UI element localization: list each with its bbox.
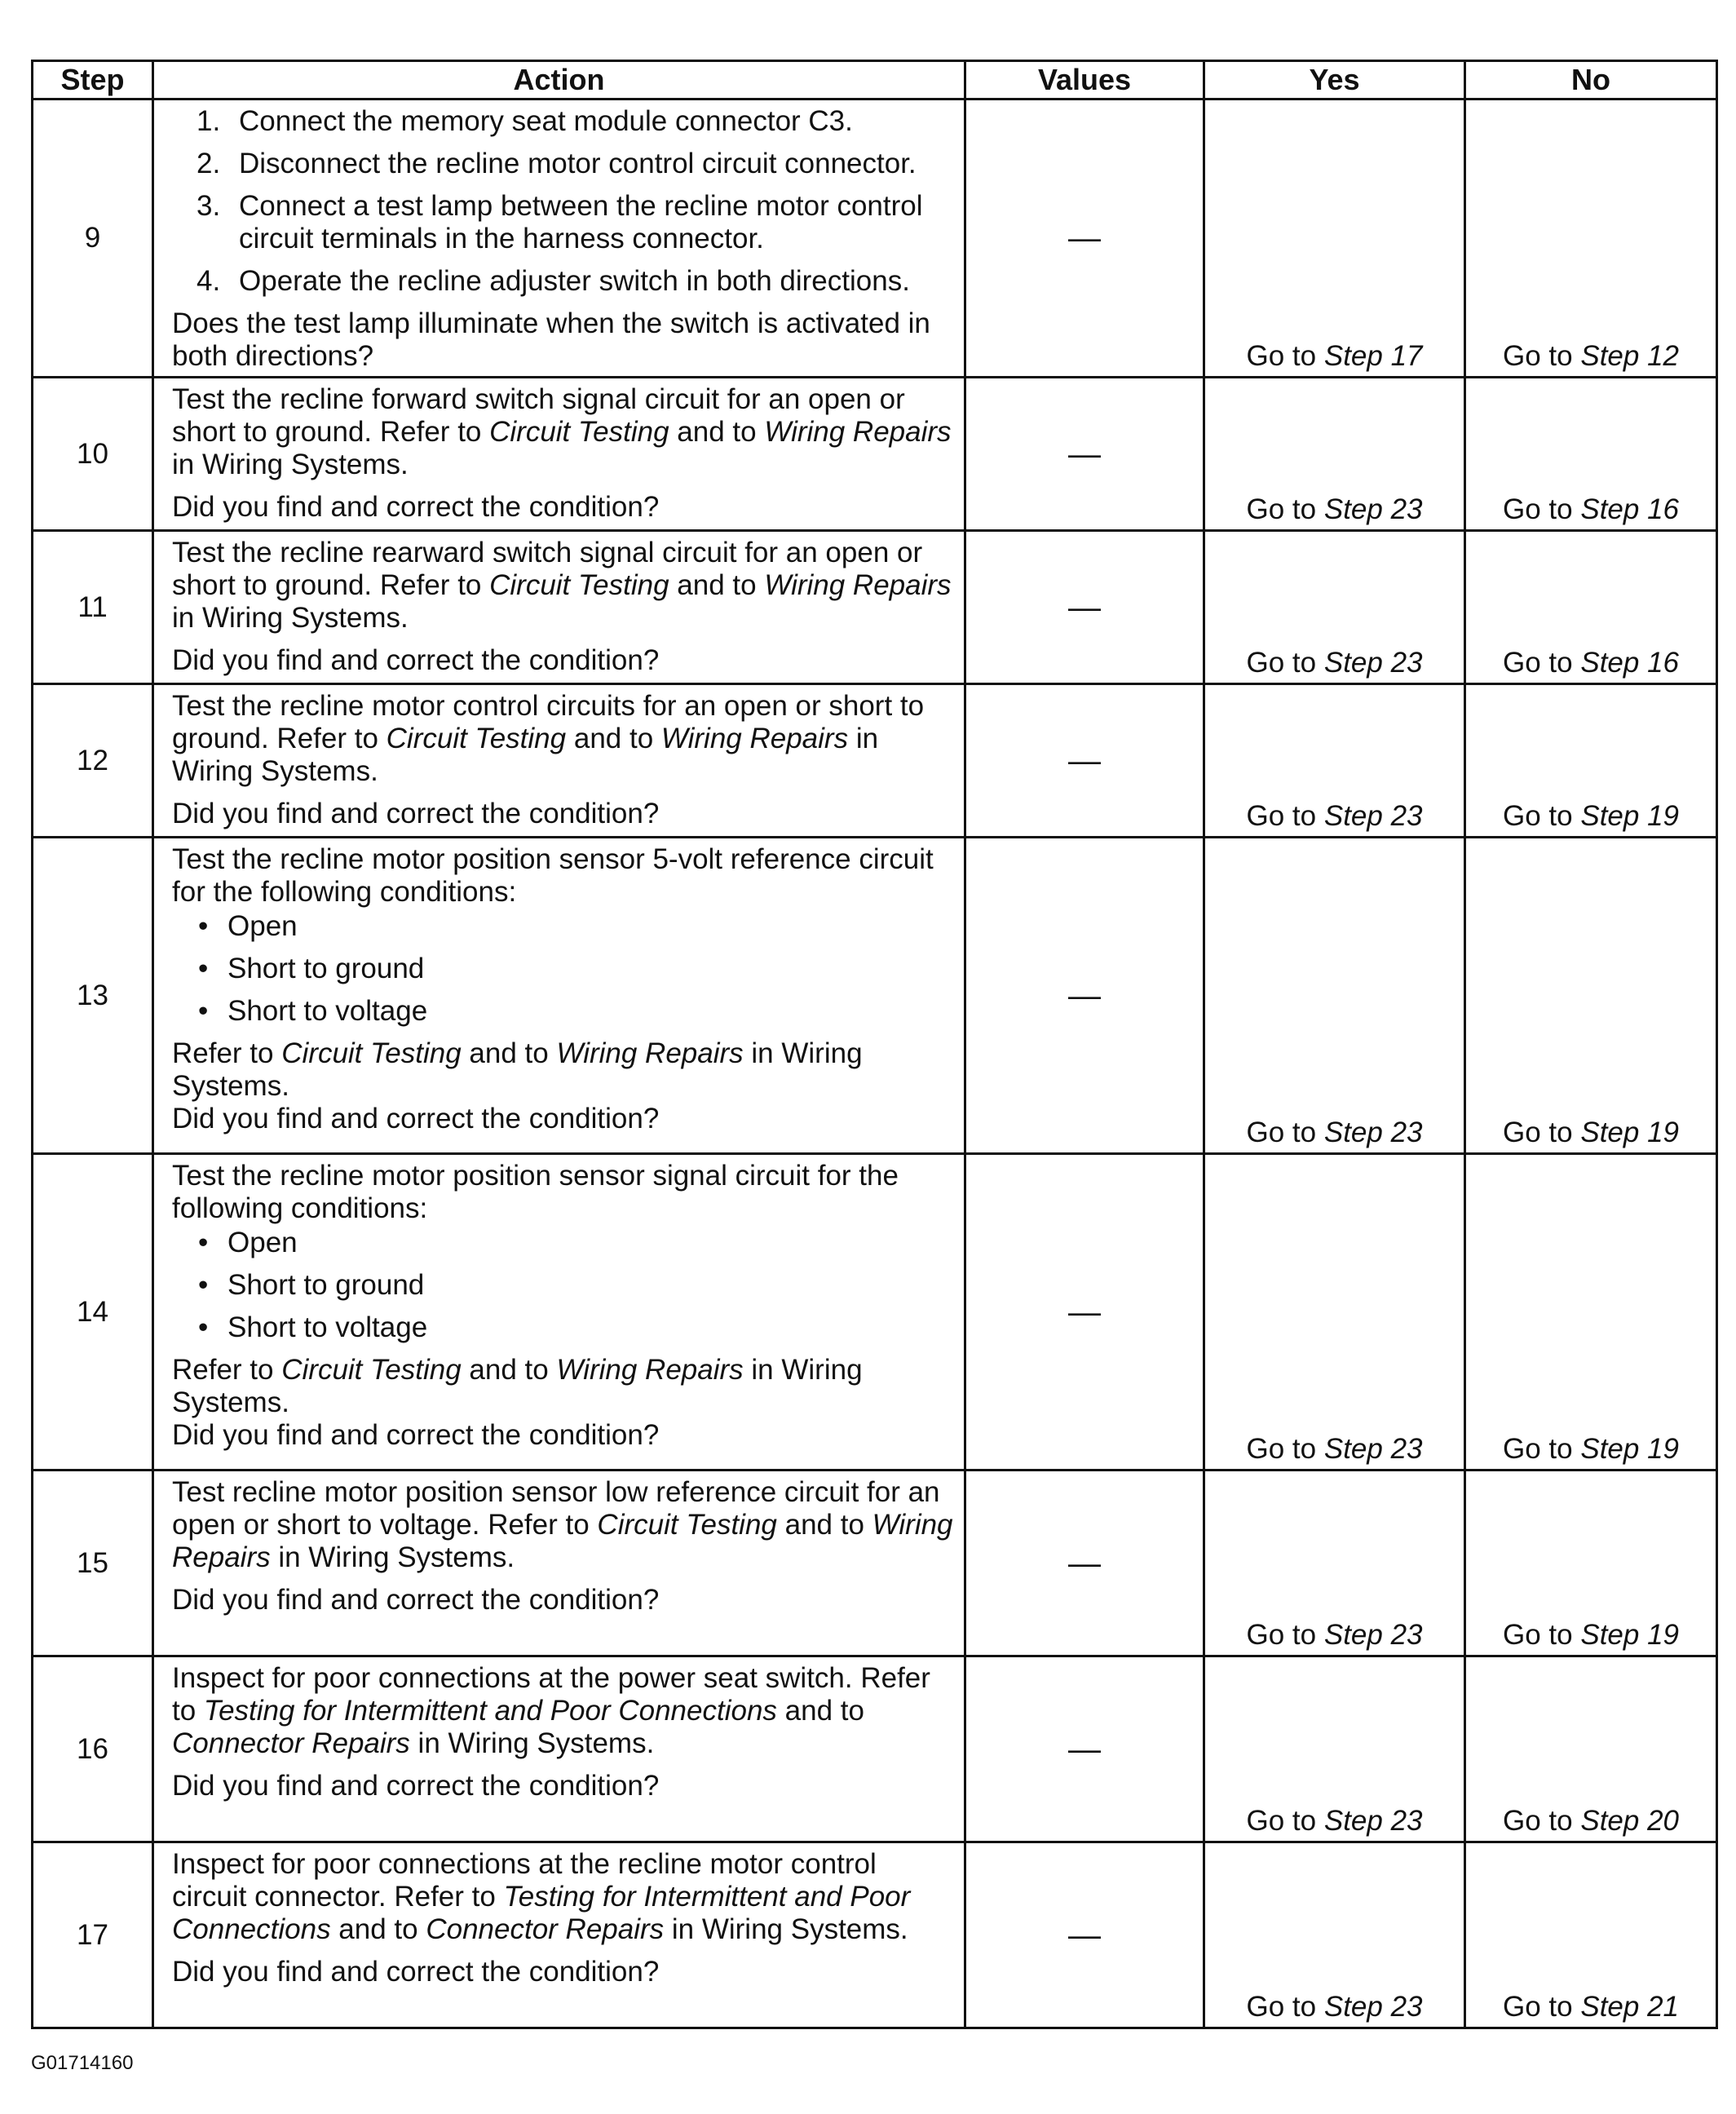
yes-step-link: Step 23 [1323,1991,1423,2023]
yes-cell [1204,378,1465,531]
yes-cell [1204,1656,1465,1842]
diagnostic-table-sheet [31,60,1716,2029]
no-cell [1465,531,1717,684]
no-step-link: Step 16 [1580,493,1679,525]
action-cell [153,1656,965,1842]
action-text: Inspect for poor connections at the recline motor control circuit connector. Refer to Testing for Intermittent and Poor Connections and to Connector Repairs in Wiring Systems. [172,1848,911,1945]
values-cell: — [965,1842,1204,2028]
yes-step-link: Step 23 [1323,1805,1423,1837]
table-row [33,378,1717,531]
question-text: Did you find and correct the condition? [172,798,660,829]
no-step-link: Step 19 [1580,1117,1679,1148]
table-row [33,1154,1717,1471]
header-no: No [1465,61,1717,100]
action-cell [153,1154,965,1471]
values-cell: — [965,1656,1204,1842]
no-step-link: Step 19 [1580,1433,1679,1465]
go-to-text: Go to [1503,1433,1573,1465]
action-text: Test the recline forward switch signal circuit for an open or short to ground. Refer to Circuit Testing and to Wiring Repairs in Wiring Systems. [172,383,952,480]
step-number: 17 [33,1842,153,2028]
go-to-text: Go to [1246,493,1317,525]
no-cell [1465,684,1717,838]
go-to-text: Go to [1503,1117,1573,1148]
yes-cell [1204,1154,1465,1471]
yes-step-link: Step 23 [1323,493,1423,525]
list-item: • Short to voltage [172,995,956,1028]
action-cell [153,100,965,378]
table-row [33,1842,1717,2028]
no-step-link: Step 20 [1580,1805,1679,1837]
numbered-list [172,105,956,298]
no-cell [1465,1154,1717,1471]
go-to-text: Go to [1246,340,1317,372]
question-text: Did you find and correct the condition? [172,644,660,676]
table-row [33,531,1717,684]
step-number: 14 [33,1154,153,1471]
yes-step-link: Step 23 [1323,800,1423,832]
no-cell [1465,100,1717,378]
condition-list [172,1227,956,1344]
question-text: Did you find and correct the condition? [172,1584,660,1616]
header-values: Values [965,61,1204,100]
list-item: • Short to voltage [172,1311,956,1344]
go-to-text: Go to [1246,1117,1317,1148]
table-row [33,100,1717,378]
no-cell [1465,1471,1717,1656]
list-item [172,265,956,298]
list-item [172,148,956,180]
values-cell: — [965,838,1204,1154]
step-number: 11 [33,531,153,684]
step-number: 10 [33,378,153,531]
condition-list [172,910,956,1028]
go-to-text: Go to [1246,647,1317,679]
table-row [33,1471,1717,1656]
action-cell [153,1842,965,2028]
yes-cell [1204,1842,1465,2028]
action-text: Test the recline motor control circuits for an open or short to ground. Refer to Circuit Testing and to Wiring Repairs in Wiring Systems. [172,690,925,787]
go-to-text: Go to [1246,1433,1317,1465]
diagnostic-table [31,60,1718,2029]
no-step-link: Step 21 [1580,1991,1679,2023]
yes-step-link: Step 17 [1323,340,1423,372]
values-cell: — [965,531,1204,684]
list-item: • Short to ground [172,1269,956,1302]
action-cell [153,838,965,1154]
no-step-link: Step 16 [1580,647,1679,679]
go-to-text: Go to [1503,800,1573,832]
go-to-text: Go to [1246,1619,1317,1651]
yes-step-link: Step 23 [1323,1433,1423,1465]
list-item [172,105,956,138]
action-text: Test recline motor position sensor low reference circuit for an open or short to voltage. Refer to Circuit Testing and to Wiring Repairs in Wiring Systems. [172,1476,953,1573]
yes-step-link: Step 23 [1323,647,1423,679]
list-text: Connect the memory seat module connector C3. [239,105,853,137]
step-number: 9 [33,100,153,378]
list-number: 1. [197,105,221,137]
header-action: Action [153,61,965,100]
action-text: Test the recline rearward switch signal circuit for an open or short to ground. Refer to Circuit Testing and to Wiring Repairs in Wiring Systems. [172,537,952,634]
yes-cell [1204,100,1465,378]
table-row [33,684,1717,838]
no-step-link: Step 12 [1580,340,1679,372]
list-number: 3. [197,190,221,222]
action-cell [153,378,965,531]
list-item: • Open [172,910,956,943]
intro-text: Test the recline motor position sensor 5-volt reference circuit for the following conditions: [172,843,934,908]
go-to-text: Go to [1246,1991,1317,2023]
list-item: • Short to ground [172,953,956,985]
reference-text: Refer to Circuit Testing and to Wiring Repairs in Wiring Systems. [172,1354,863,1418]
list-item: • Open [172,1227,956,1259]
no-cell [1465,1656,1717,1842]
no-cell [1465,378,1717,531]
no-step-link: Step 19 [1580,800,1679,832]
go-to-text: Go to [1246,1805,1317,1837]
action-cell [153,531,965,684]
no-step-link: Step 19 [1580,1619,1679,1651]
list-item [172,190,956,255]
header-yes: Yes [1204,61,1465,100]
table-header-row [33,61,1717,100]
question-text: Did you find and correct the condition? [172,491,660,523]
values-cell: — [965,378,1204,531]
action-cell [153,684,965,838]
question-text: Did you find and correct the condition? [172,1770,660,1802]
table-row [33,1656,1717,1842]
step-number: 12 [33,684,153,838]
list-text: Operate the recline adjuster switch in both directions. [239,265,910,297]
list-text: Disconnect the recline motor control circuit connector. [239,148,917,179]
values-cell: — [965,684,1204,838]
header-step: Step [33,61,153,100]
go-to-text: Go to [1503,340,1573,372]
question-text: Did you find and correct the condition? [172,1956,660,1988]
action-cell [153,1471,965,1656]
list-number: 4. [197,265,221,297]
yes-cell [1204,838,1465,1154]
step-number: 16 [33,1656,153,1842]
yes-cell [1204,531,1465,684]
action-text: Inspect for poor connections at the power seat switch. Refer to Testing for Intermittent and Poor Connections and to Connector Repairs in Wiring Systems. [172,1662,930,1759]
values-cell: — [965,1154,1204,1471]
values-cell: — [965,100,1204,378]
reference-text: Refer to Circuit Testing and to Wiring Repairs in Wiring Systems. [172,1037,863,1102]
yes-cell [1204,1471,1465,1656]
step-number: 13 [33,838,153,1154]
step-number: 15 [33,1471,153,1656]
table-row [33,838,1717,1154]
figure-id: G01714160 [31,2052,134,2074]
list-number: 2. [197,148,221,179]
no-cell [1465,838,1717,1154]
no-cell [1465,1842,1717,2028]
intro-text: Test the recline motor position sensor signal circuit for the following conditions: [172,1160,899,1224]
list-text: Connect a test lamp between the recline motor control circuit terminals in the harness connector. [239,190,923,254]
question-text: Did you find and correct the condition? [172,1419,660,1451]
go-to-text: Go to [1503,647,1573,679]
go-to-text: Go to [1503,1619,1573,1651]
yes-step-link: Step 23 [1323,1117,1423,1148]
question-text: Does the test lamp illuminate when the switch is activated in both directions? [172,307,930,372]
go-to-text: Go to [1503,1805,1573,1837]
values-cell: — [965,1471,1204,1656]
go-to-text: Go to [1246,800,1317,832]
yes-cell [1204,684,1465,838]
question-text: Did you find and correct the condition? [172,1103,660,1134]
go-to-text: Go to [1503,1991,1573,2023]
yes-step-link: Step 23 [1323,1619,1423,1651]
go-to-text: Go to [1503,493,1573,525]
